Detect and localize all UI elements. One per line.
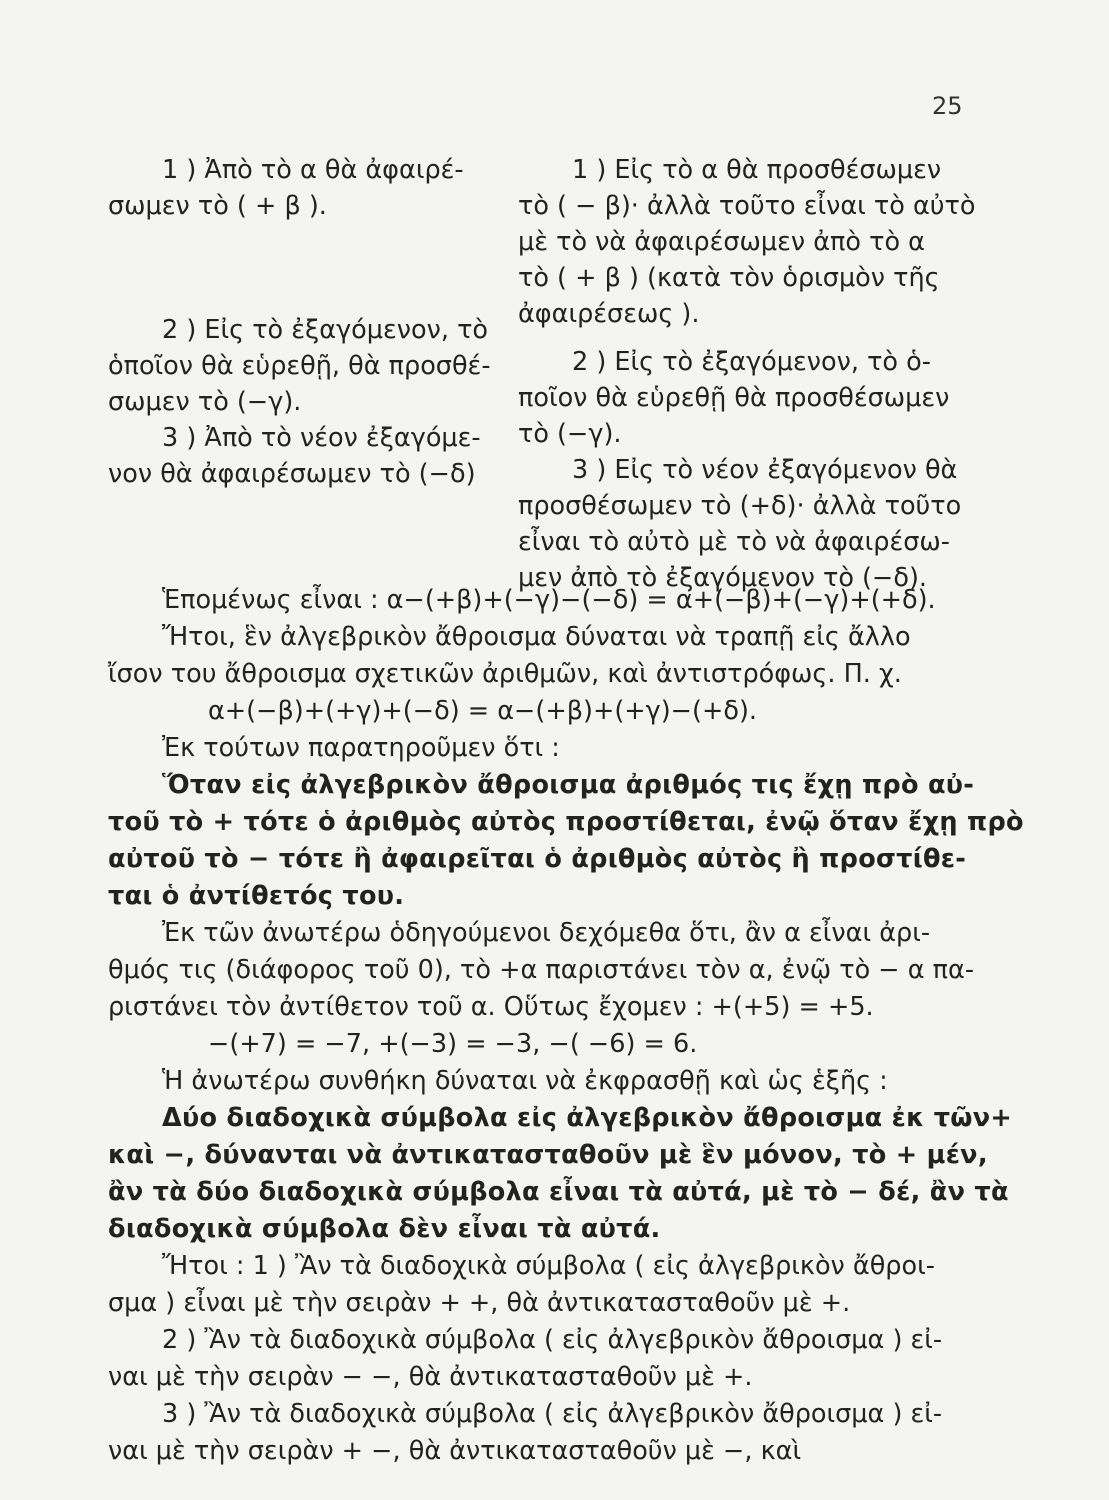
text-line: θμός τις (διάφορος τοῦ 0), τὸ +α παριστάνει τὸν α, ἐνῷ τὸ − α πα-: [108, 955, 975, 985]
text-line: σμα ) εἶναι μὲ τὴν σειρὰν + +, θὰ ἀντικατασταθοῦν μὲ +.: [108, 1288, 851, 1318]
right-step-2-line: τὸ (−γ).: [518, 419, 622, 449]
left-step-2-line: σωμεν τὸ (−γ).: [108, 387, 302, 417]
right-step-2-line: 2 ) Εἰς τὸ ἐξαγόμενον, τὸ ὁ-: [572, 347, 931, 377]
right-step-1-line: μὲ τὸ νὰ ἀφαιρέσωμεν ἀπὸ τὸ α: [518, 227, 925, 257]
right-step-3-line: εἶναι τὸ αὐτὸ μὲ τὸ νὰ ἀφαιρέσω-: [518, 527, 950, 557]
rule-line: Δύο διαδοχικὰ σύμβολα εἰς ἀλγεβρικὸν ἄθροισμα ἐκ τῶν+: [162, 1103, 1013, 1133]
rule-line: διαδοχικὰ σύμβολα δὲν εἶναι τὰ αὐτά.: [108, 1214, 661, 1244]
text-line: Ἡ ἀνωτέρω συνθήκη δύναται νὰ ἐκφρασθῇ καὶ ὡς ἑξῆς :: [162, 1066, 888, 1096]
rule-line: ἂν τὰ δύο διαδοχικὰ σύμβολα εἶναι τὰ αὐτά, μὲ τὸ − δέ, ἂν τὰ: [108, 1177, 1009, 1207]
text-line: Ἤτοι, ἓν ἀλγεβρικὸν ἄθροισμα δύναται νὰ τραπῇ εἰς ἄλλο: [162, 622, 911, 652]
text-line: Ἐκ τῶν ἀνωτέρω ὁδηγούμενοι δεχόμεθα ὅτι, ἂν α εἶναι ἀρι-: [162, 918, 931, 948]
text-line: Ἤτοι : 1 ) Ἂν τὰ διαδοχικὰ σύμβολα ( εἰς ἀλγεβρικὸν ἄθροι-: [162, 1251, 935, 1281]
left-step-1-line: 1 ) Ἀπὸ τὸ α θὰ ἀφαιρέ-: [162, 155, 464, 185]
page-number: 25: [932, 92, 963, 120]
text-line: 3 ) Ἂν τὰ διαδοχικὰ σύμβολα ( εἰς ἀλγεβρικὸν ἄθροισμα ) εἰ-: [162, 1399, 943, 1429]
rule-line: ται ὁ ἀντίθετός του.: [108, 881, 405, 911]
rule-line: Ὅταν εἰς ἀλγεβρικὸν ἄθροισμα ἀριθμός τις ἔχῃ πρὸ αὐ-: [162, 770, 975, 800]
text-line: ναι μὲ τὴν σειρὰν − −, θὰ ἀντικατασταθοῦν μὲ +.: [108, 1362, 753, 1392]
rule-line: καὶ −, δύνανται νὰ ἀντικατασταθοῦν μὲ ἓν μόνον, τὸ + μέν,: [108, 1140, 988, 1170]
left-column: [108, 152, 493, 492]
right-step-3-line: 3 ) Εἰς τὸ νέον ἐξαγόμενον θὰ: [572, 455, 958, 485]
left-step-1-line: σωμεν τὸ ( + β ).: [108, 191, 327, 221]
right-step-1-line: 1 ) Εἰς τὸ α θὰ προσθέσωμεν: [572, 155, 942, 185]
right-step-1-line: ἀφαιρέσεως ).: [518, 299, 700, 329]
left-step-3-line: νον θὰ ἀφαιρέσωμεν τὸ (−δ): [108, 459, 476, 489]
left-step-2-line: 2 ) Εἰς τὸ ἐξαγόμενον, τὸ: [162, 315, 489, 345]
text-line: ναι μὲ τὴν σειρὰν + −, θὰ ἀντικατασταθοῦν μὲ −, καὶ: [108, 1436, 802, 1466]
left-step-2-line: ὁποῖον θὰ εὑρεθῇ, θὰ προσθέ-: [108, 351, 491, 381]
equation-line: Ἑπομένως εἶναι : α−(+β)+(−γ)−(−δ) = α+(−β)+(−γ)+(+δ).: [162, 585, 936, 615]
text-line: ριστάνει τὸν ἀντίθετον τοῦ α. Οὕτως ἔχομεν : +(+5) = +5.: [108, 992, 874, 1022]
right-column: [518, 152, 978, 596]
right-step-3-line: προσθέσωμεν τὸ (+δ)· ἀλλὰ τοῦτο: [518, 491, 962, 521]
left-step-3-line: 3 ) Ἀπὸ τὸ νέον ἐξαγόμε-: [162, 423, 481, 453]
text-line: Ἐκ τούτων παρατηροῦμεν ὅτι :: [162, 733, 560, 763]
rule-line: αὐτοῦ τὸ − τότε ἢ ἀφαιρεῖται ὁ ἀριθμὸς αὐτὸς ἢ προστίθε-: [108, 844, 967, 874]
rule-line: τοῦ τὸ + τότε ὁ ἀριθμὸς αὐτὸς προστίθεται, ἐνῷ ὅταν ἔχῃ πρὸ: [108, 807, 1024, 837]
text-line: ἴσον του ἄθροισμα σχετικῶν ἀριθμῶν, καὶ ἀντιστρόφως. Π. χ.: [108, 659, 902, 689]
right-step-1-line: τὸ ( − β)· ἀλλὰ τοῦτο εἶναι τὸ αὐτὸ: [518, 191, 976, 221]
equation-line: −(+7) = −7, +(−3) = −3, −( −6) = 6.: [208, 1029, 698, 1059]
right-step-2-line: ποῖον θὰ εὑρεθῇ θὰ προσθέσωμεν: [518, 383, 950, 413]
body-text: [108, 582, 1024, 1470]
right-step-1-line: τὸ ( + β ) (κατὰ τὸν ὁρισμὸν τῆς: [518, 263, 940, 293]
text-line: 2 ) Ἂν τὰ διαδοχικὰ σύμβολα ( εἰς ἀλγεβρικὸν ἄθροισμα ) εἰ-: [162, 1325, 943, 1355]
right-step-3-line: μεν ἀπὸ τὸ ἐξαγόμενον τὸ (−δ).: [518, 563, 928, 593]
equation-line: α+(−β)+(+γ)+(−δ) = α−(+β)+(+γ)−(+δ).: [208, 696, 758, 726]
